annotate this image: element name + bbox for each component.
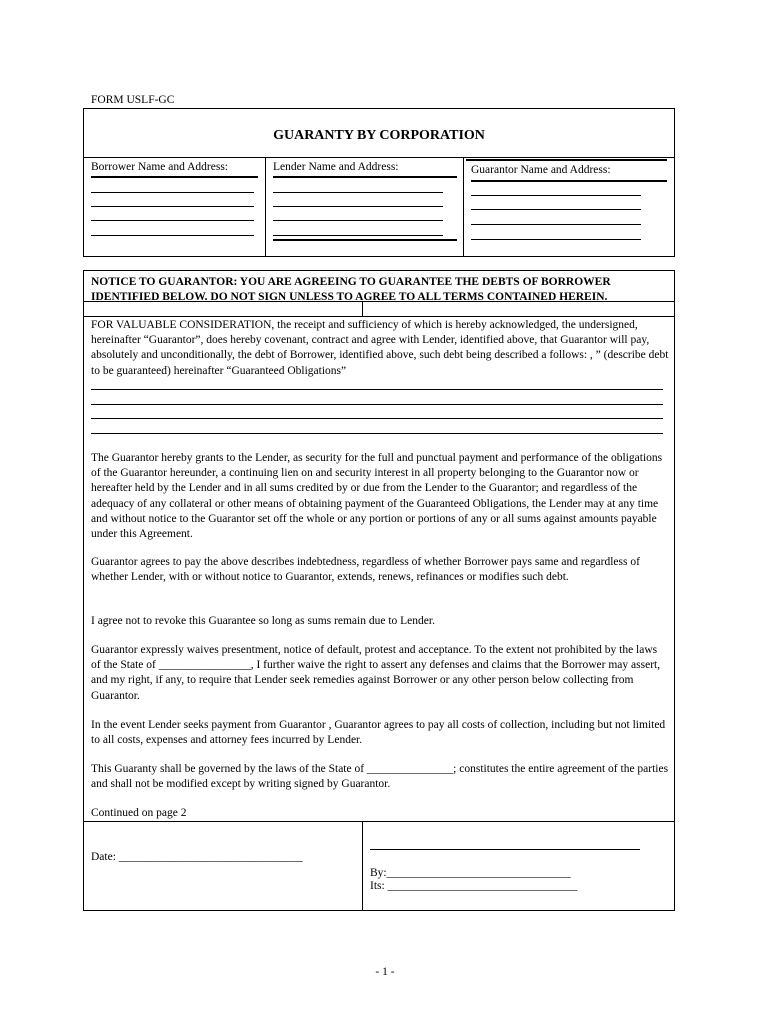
waiver-paragraph: Guarantor expressly waives presentment, notice of default, protest and acceptance. To the extent not prohibited by the laws of the State of ________________, I further waive the right to assert any defenses and claims that the Borrower may assert, and my right, if any, to require that Lender seek remedies against Borrower or any other person below collecting from Guarantor. bbox=[91, 644, 661, 702]
by-field[interactable]: By:________________________________ bbox=[370, 867, 571, 879]
guarantor-label: Guarantor Name and Address: bbox=[471, 164, 611, 176]
notice-small-divider bbox=[362, 301, 363, 316]
lender-bottom-rule bbox=[273, 239, 457, 241]
signature-column-divider bbox=[362, 821, 363, 911]
debt-description-line[interactable] bbox=[91, 389, 663, 390]
borrower-label-underline bbox=[91, 176, 258, 178]
guarantor-field-line[interactable] bbox=[471, 239, 641, 240]
revocation-paragraph: I agree not to revoke this Guarantee so long as sums remain due to Lender. bbox=[91, 615, 435, 627]
title-divider bbox=[83, 157, 675, 158]
signature-line[interactable] bbox=[370, 849, 640, 850]
signature-divider bbox=[83, 821, 675, 822]
lender-field-line[interactable] bbox=[273, 220, 443, 221]
lender-field-line[interactable] bbox=[273, 206, 443, 207]
lender-field-line[interactable] bbox=[273, 192, 443, 193]
borrower-field-line[interactable] bbox=[91, 220, 254, 221]
borrower-label: Borrower Name and Address: bbox=[91, 161, 229, 173]
debt-description-line[interactable] bbox=[91, 433, 663, 434]
borrower-field-line[interactable] bbox=[91, 192, 254, 193]
party-divider-1 bbox=[265, 157, 266, 257]
notice-to-guarantor: NOTICE TO GUARANTOR: YOU ARE AGREEING TO GUARANTEE THE DEBTS OF BORROWER IDENTIFIED BELOW. DO NOT SIGN UNLESS TO AGREE TO ALL TERMS CONTAINED HEREIN. bbox=[91, 276, 611, 303]
document-title: GUARANTY BY CORPORATION bbox=[273, 128, 485, 143]
lender-label: Lender Name and Address: bbox=[273, 161, 399, 173]
continued-note: Continued on page 2 bbox=[91, 807, 187, 819]
notice-divider-bottom bbox=[83, 316, 675, 317]
borrower-field-line[interactable] bbox=[91, 235, 254, 236]
lien-paragraph: The Guarantor hereby grants to the Lender, as security for the full and punctual payment and performance of the obligations of the Guarantor hereunder, a continuing lien on and security interest in all property belonging to the Guarantor now or hereafter held by the Lender and in all sums credited by or due from the Lender to the Guarantor; and regardless of the adequacy of any collateral or other means of obtaining payment of the Guaranteed Obligations, the Lender may at any time and without notice to the Guarantor set off the whole or any portion or portions of any or all sums against amounts payable under this Agreement. bbox=[91, 452, 663, 541]
date-field[interactable]: Date: ________________________________ bbox=[91, 851, 303, 863]
borrower-field-line[interactable] bbox=[91, 206, 254, 207]
debt-description-line[interactable] bbox=[91, 418, 663, 419]
guarantor-label-underline bbox=[471, 180, 667, 182]
governing-law-paragraph: This Guaranty shall be governed by the laws of the State of _______________; constitutes the entire agreement of the parties and shall not be modified except by writing signed by Guarantor. bbox=[91, 763, 669, 791]
consideration-paragraph: FOR VALUABLE CONSIDERATION, the receipt and sufficiency of which is hereby acknowledged, the undersigned, hereinafter “Guarantor”, does hereby covenant, contract and agree with Lender, identified above, that Guarantor will pay, absolutely and unconditionally, the debt of Borrower, identified above, such debt being described a follows: , ” (describe debt to be guaranteed) hereinafter “Guaranteed Obligations” bbox=[91, 319, 669, 377]
guarantor-field-line[interactable] bbox=[471, 209, 641, 210]
lender-field-line[interactable] bbox=[273, 235, 443, 236]
notice-divider-top bbox=[83, 301, 675, 302]
its-field[interactable]: Its: _________________________________ bbox=[370, 880, 578, 892]
guarantor-top-rule bbox=[466, 159, 667, 161]
collection-costs-paragraph: In the event Lender seeks payment from Guarantor , Guarantor agrees to pay all costs of collection, including but not limited to all costs, expenses and attorney fees incurred by Lender. bbox=[91, 719, 666, 747]
lender-label-underline bbox=[273, 176, 457, 178]
page-number: - 1 - bbox=[375, 966, 395, 978]
debt-description-line[interactable] bbox=[91, 404, 663, 405]
party-divider-2 bbox=[463, 157, 464, 257]
payment-paragraph: Guarantor agrees to pay the above describes indebtedness, regardless of whether Borrower pays same and regardless of whether Lender, with or without notice to Guarantor, extends, renews, refinances or modifies such debt. bbox=[91, 556, 640, 584]
guarantor-field-line[interactable] bbox=[471, 195, 641, 196]
guarantor-field-line[interactable] bbox=[471, 224, 641, 225]
form-id: FORM USLF-GC bbox=[91, 94, 175, 106]
